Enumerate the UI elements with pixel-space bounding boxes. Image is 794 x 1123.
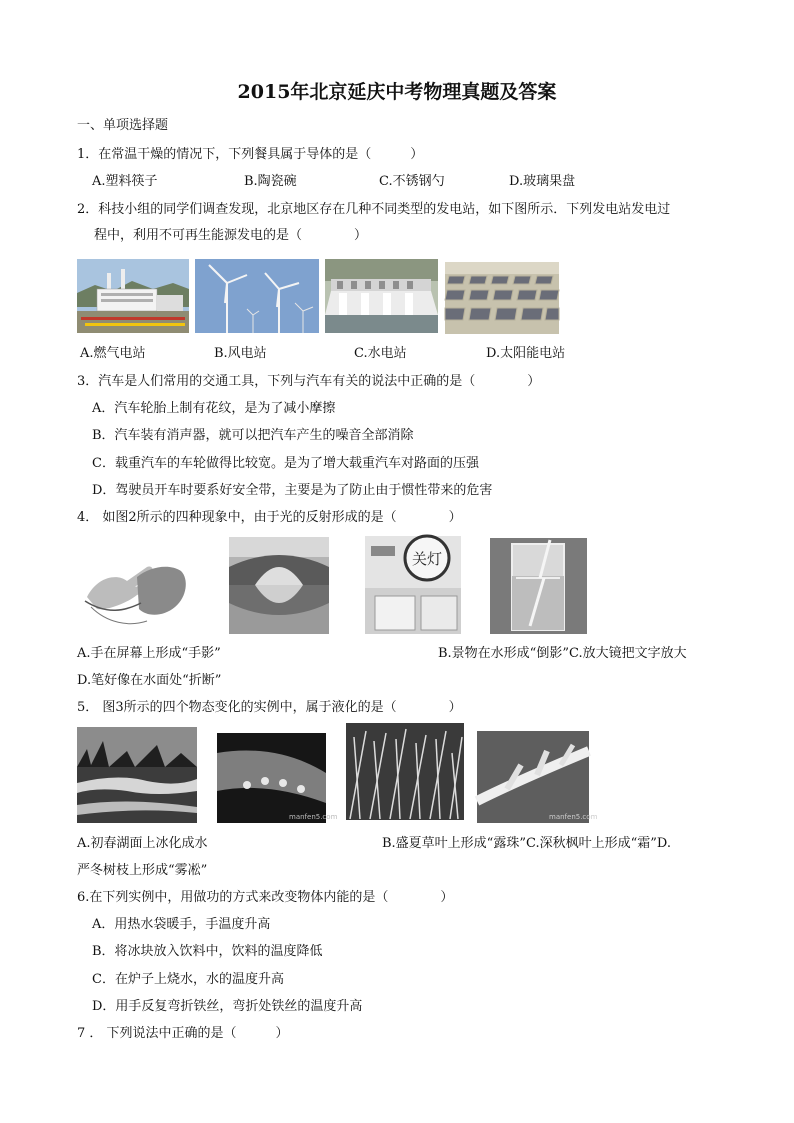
option-b: B.风电站 bbox=[214, 346, 267, 361]
pen-in-water-image bbox=[490, 538, 587, 634]
option-c: C.不锈钢勺 bbox=[379, 174, 445, 189]
option-a: A.燃气电站 bbox=[80, 346, 146, 361]
rime-on-branch-image bbox=[477, 731, 598, 823]
option-d: D.太阳能电站 bbox=[486, 346, 566, 361]
question-3-option-a: A．汽车轮胎上制有花纹，是为了减小摩擦 bbox=[92, 401, 336, 416]
document-title: 2015年北京延庆中考物理真题及答案 bbox=[237, 81, 557, 103]
question-3-stem: 3．汽车是人们常用的交通工具，下列与汽车有关的说法中正确的是（ ） bbox=[77, 374, 541, 389]
question-6-option-a: A．用热水袋暖手，手温度升高 bbox=[92, 917, 271, 932]
question-5-options-bcd: B.盛夏草叶上形成“露珠”C.深秋枫叶上形成“霜”D. bbox=[382, 836, 671, 851]
question-6-option-c: C．在炉子上烧水，水的温度升高 bbox=[92, 972, 284, 987]
question-1-stem: 1．在常温干燥的情况下，下列餐具属于导体的是（ ） bbox=[77, 147, 424, 162]
question-2-stem-line2: 程中，利用不可再生能源发电的是（ ） bbox=[94, 228, 368, 243]
option-d: D.玻璃果盘 bbox=[509, 174, 576, 189]
option-b: B.陶瓷碗 bbox=[244, 174, 297, 189]
option-c: C.水电站 bbox=[354, 346, 407, 361]
ice-melting-lake-image bbox=[77, 727, 197, 823]
bridge-reflection-image bbox=[229, 537, 329, 634]
question-4-option-a: A.手在屏幕上形成“手影” bbox=[77, 646, 221, 661]
question-1-options bbox=[92, 173, 575, 191]
hydro-power-station-image bbox=[325, 259, 438, 333]
question-3-option-b: B．汽车装有消声器，就可以把汽车产生的噪音全部消除 bbox=[92, 428, 414, 443]
magnifier-text-image bbox=[365, 536, 461, 634]
question-4-stem: 4． 如图2所示的四种现象中，由于光的反射形成的是（ ） bbox=[77, 510, 462, 525]
question-6-stem: 6.在下列实例中，用做功的方式来改变物体内能的是（ ） bbox=[77, 890, 454, 905]
question-4-option-d: D.笔好像在水面处“折断” bbox=[77, 673, 222, 688]
hand-shadow-image bbox=[77, 537, 194, 635]
question-6-option-b: B．将冰块放入饮料中，饮料的温度降低 bbox=[92, 944, 323, 959]
frost-on-grass-image bbox=[346, 723, 464, 820]
dew-on-leaf-image bbox=[217, 733, 338, 823]
question-4-options-bc: B.景物在水形成“倒影”C.放大镜把文字放大 bbox=[438, 646, 687, 661]
question-6-option-d: D．用手反复弯折铁丝，弯折处铁丝的温度升高 bbox=[92, 999, 363, 1014]
option-a: A.塑料筷子 bbox=[92, 174, 158, 189]
question-5-option-d: 严冬树枝上形成“雾凇” bbox=[77, 863, 208, 878]
image-watermark: manfen5.com bbox=[549, 813, 598, 821]
solar-power-station-image bbox=[445, 262, 559, 334]
question-2-options bbox=[80, 345, 565, 363]
gas-power-station-image bbox=[77, 259, 189, 333]
magnified-sign-text: 关灯 bbox=[411, 550, 443, 568]
question-2-stem-line1: 2．科技小组的同学们调查发现，北京地区存在几种不同类型的发电站，如下图所示．下列发电站发电过 bbox=[77, 202, 671, 217]
question-3-option-d: D．驾驶员开车时要系好安全带，主要是为了防止由于惯性带来的危害 bbox=[92, 483, 493, 498]
image-watermark: manfen5.com bbox=[289, 813, 338, 821]
question-7-stem: 7 ． 下列说法中正确的是（ ） bbox=[77, 1026, 289, 1041]
question-5-stem: 5． 图3所示的四个物态变化的实例中，属于液化的是（ ） bbox=[77, 700, 462, 715]
section-heading: 一、单项选择题 bbox=[77, 118, 169, 133]
question-3-option-c: C．载重汽车的车轮做得比较宽。是为了增大载重汽车对路面的压强 bbox=[92, 456, 479, 471]
question-5-option-a: A.初春湖面上冰化成水 bbox=[77, 836, 208, 851]
wind-power-station-image bbox=[195, 259, 319, 333]
